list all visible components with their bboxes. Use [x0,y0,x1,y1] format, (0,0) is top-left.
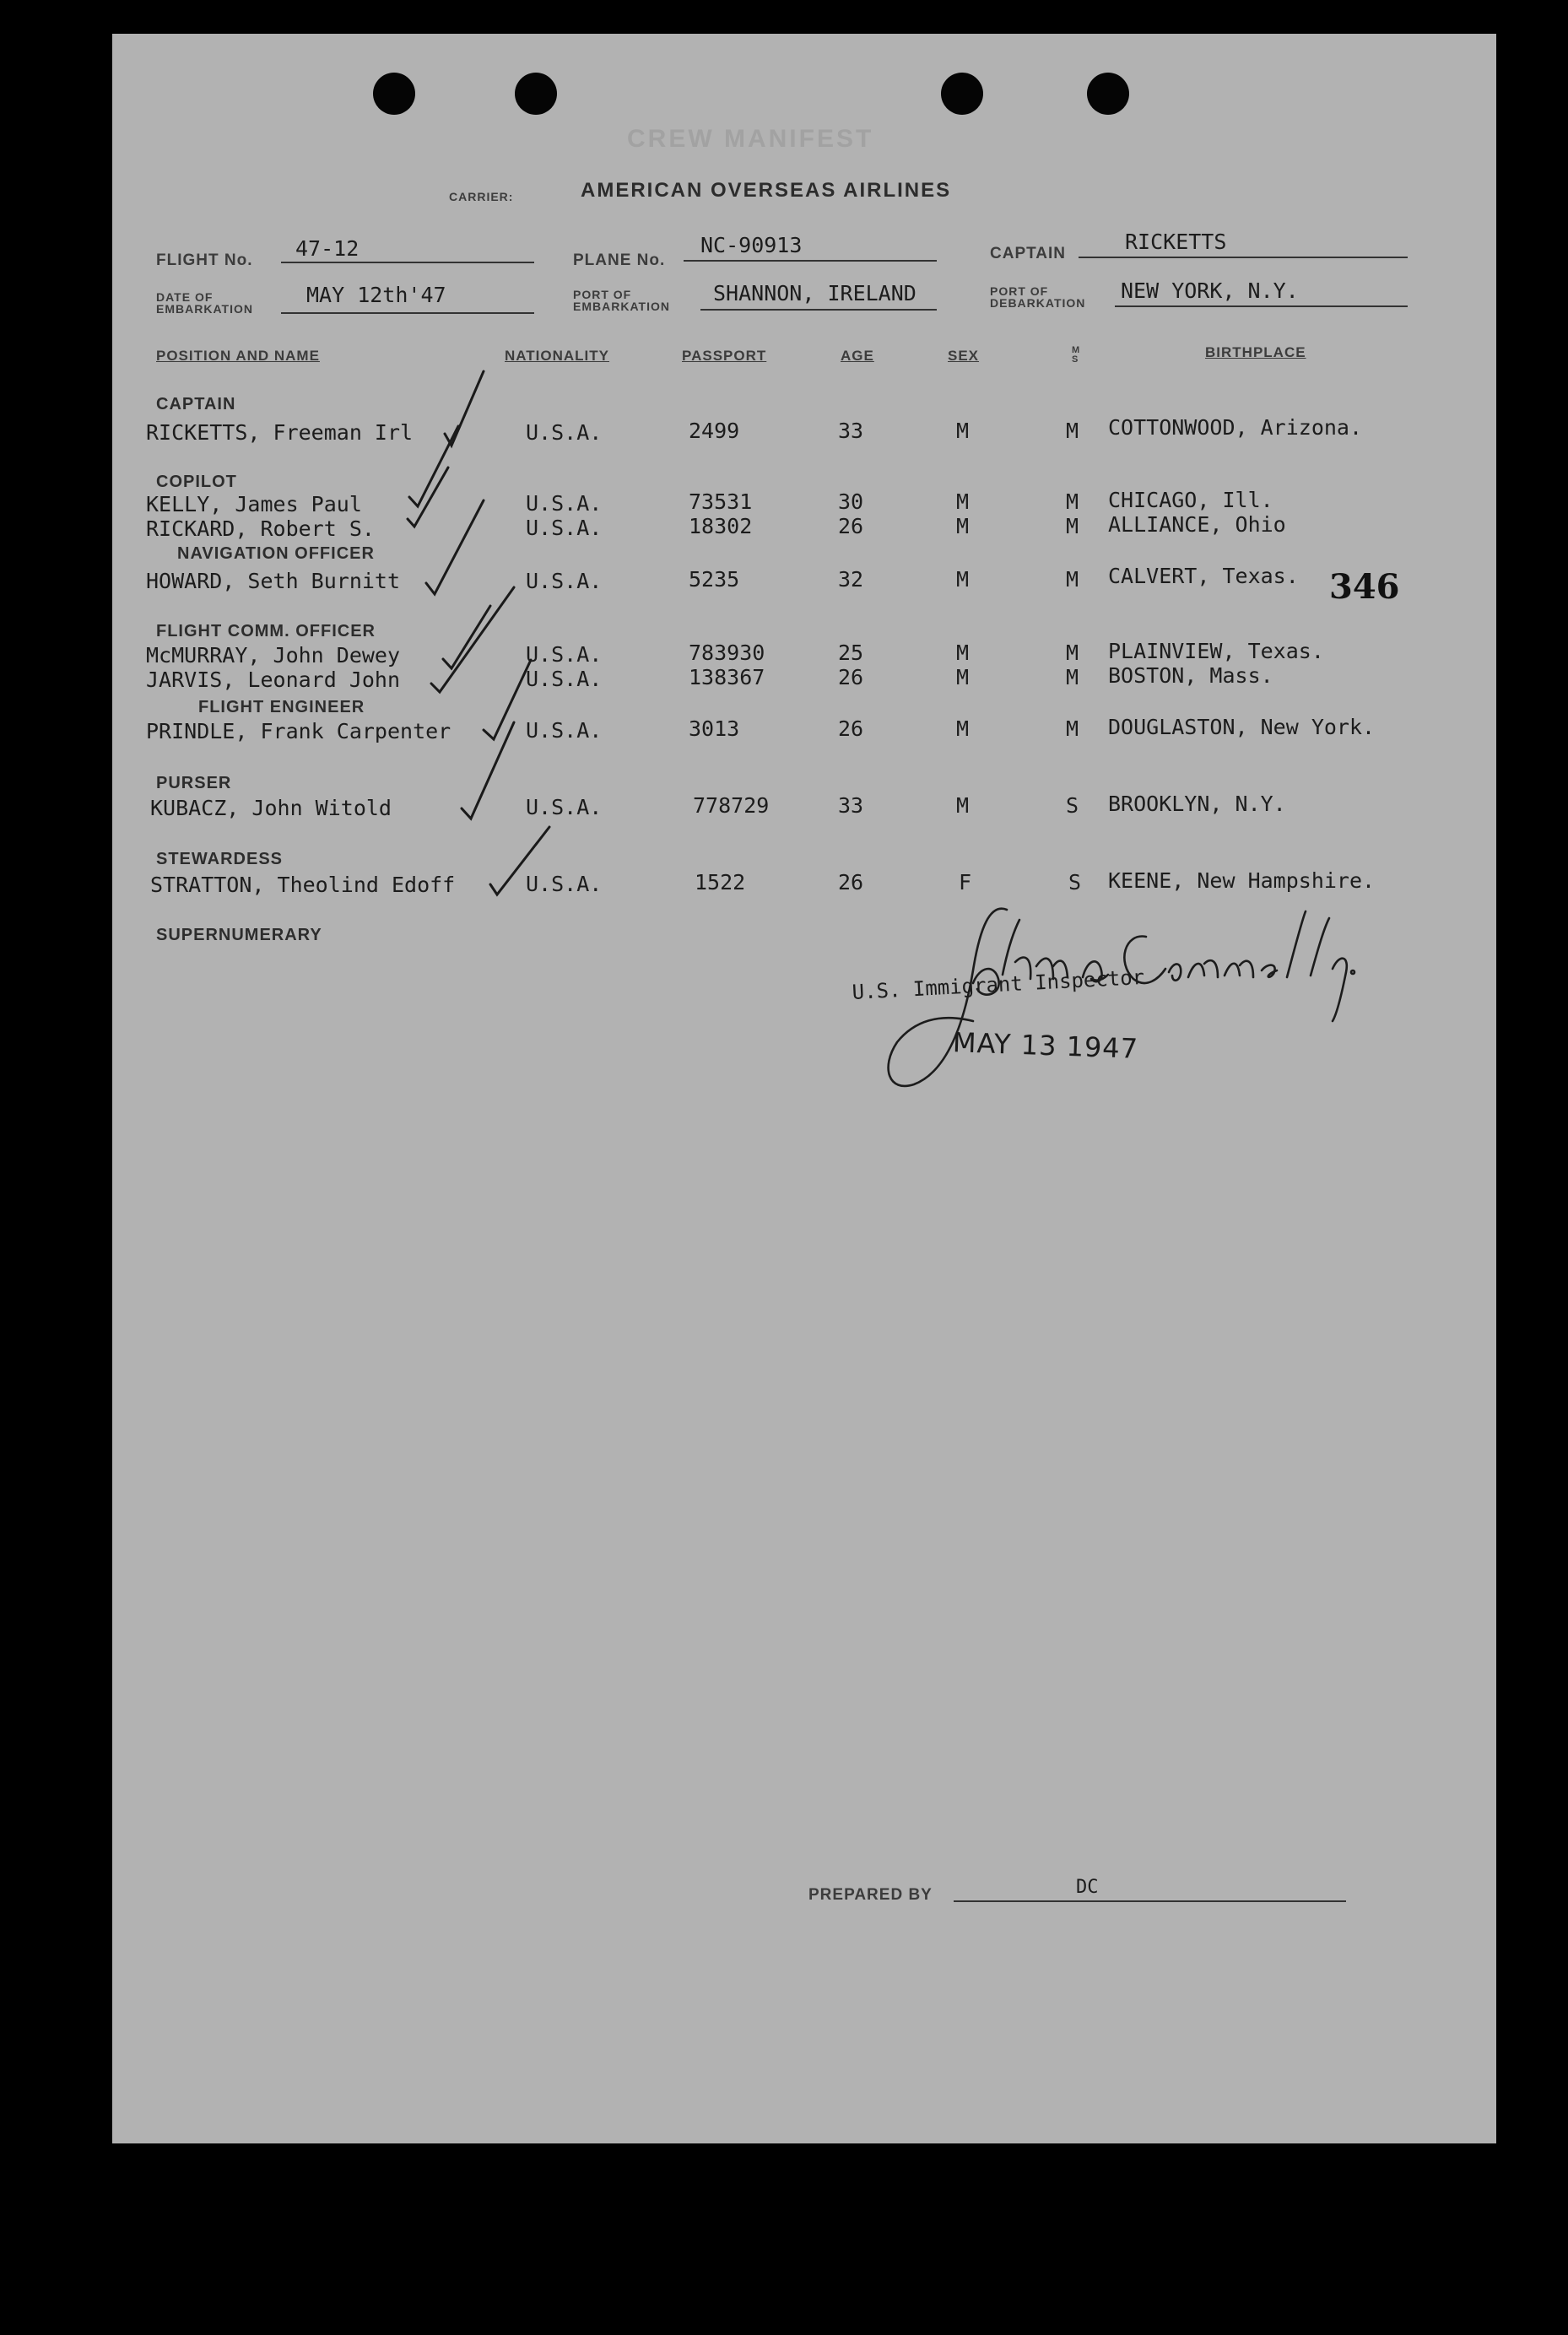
section-stewardess: STEWARDESS [156,850,284,868]
column-header-birthplace: BIRTHPLACE [1205,344,1306,360]
crew-name: KELLY, James Paul [146,492,362,516]
column-header-sex: SEX [948,348,980,364]
manifest-sheet [112,34,1496,2143]
crew-age: 33 [838,419,864,443]
port-debarkation-value: NEW YORK, N.Y. [1121,278,1299,303]
crew-birthplace: CHICAGO, Ill. [1108,488,1273,512]
plane-value: NC-90913 [700,233,803,257]
crew-sex: M [956,489,970,514]
crew-marital: M [1066,419,1079,443]
crew-birthplace: CALVERT, Texas. [1108,564,1299,588]
crew-marital: M [1066,665,1079,689]
crew-nationality: U.S.A. [526,667,603,691]
crew-birthplace: DOUGLASTON, New York. [1108,715,1376,739]
section-flight-comm: FLIGHT COMM. OFFICER [156,622,376,641]
section-supernumerary: SUPERNUMERARY [156,926,322,944]
crew-age: 26 [838,870,864,895]
crew-sex: M [956,665,970,689]
date-value: MAY 12th'47 [306,283,446,307]
section-purser: PURSER [156,774,232,792]
column-header-passport: PASSPORT [682,348,767,364]
port-embarkation-label-line2: EMBARKATION [573,300,670,313]
crew-name: JARVIS, Leonard John [146,668,401,692]
section-flight-engineer: FLIGHT ENGINEER [198,698,365,716]
crew-birthplace: COTTONWOOD, Arizona. [1108,415,1363,440]
crew-nationality: U.S.A. [526,642,603,667]
column-header-position: POSITION AND NAME [156,348,320,364]
crew-sex: M [956,419,970,443]
crew-birthplace: BOSTON, Mass. [1108,663,1273,688]
crew-name: KUBACZ, John Witold [150,796,392,820]
crew-sex: M [956,567,970,592]
section-captain: CAPTAIN [156,395,236,413]
prepared-by-label: PREPARED BY [808,1886,933,1904]
crew-birthplace: KEENE, New Hampshire. [1108,868,1376,893]
crew-nationality: U.S.A. [526,872,603,896]
crew-birthplace: PLAINVIEW, Texas. [1108,639,1324,663]
crew-passport: 18302 [689,514,753,538]
flight-value: 47-12 [295,236,360,261]
crew-birthplace: BROOKLYN, N.Y. [1108,792,1286,816]
crew-age: 26 [838,514,864,538]
crew-name: PRINDLE, Frank Carpenter [146,719,451,743]
crew-age: 32 [838,567,864,592]
crew-passport: 138367 [689,665,765,689]
crew-passport: 778729 [693,793,770,818]
inspector-label: U.S. Immigrant Inspector [852,965,1145,1004]
crew-name: RICKETTS, Freeman Irl [146,420,414,445]
crew-nationality: U.S.A. [526,569,603,593]
crew-name: HOWARD, Seth Burnitt [146,569,401,593]
crew-birthplace: ALLIANCE, Ohio [1108,512,1286,537]
crew-nationality: U.S.A. [526,795,603,819]
crew-marital: S [1068,870,1082,895]
crew-passport: 1522 [695,870,746,895]
carrier-label: CARRIER: [449,190,514,203]
column-header-nationality: NATIONALITY [505,348,610,364]
check-marks [112,34,703,962]
crew-passport: 3013 [689,716,740,741]
port-debarkation-label-line1: PORT OF [990,284,1049,298]
plane-label: PLANE No. [573,251,666,269]
crew-passport: 73531 [689,489,753,514]
port-embarkation-value: SHANNON, IRELAND [713,281,916,305]
crew-sex: M [956,793,970,818]
prepared-by-value: DC [1076,1877,1099,1898]
column-header-marital: M S [1072,345,1080,365]
port-debarkation-label-line2: DEBARKATION [990,296,1086,310]
captain-value: RICKETTS [1125,230,1227,254]
crew-marital: S [1066,793,1079,818]
crew-sex: M [956,641,970,665]
crew-age: 30 [838,489,864,514]
date-label-line1: DATE OF [156,290,214,304]
crew-sex: M [956,716,970,741]
crew-age: 33 [838,793,864,818]
section-copilot: COPILOT [156,473,237,491]
crew-sex: M [956,514,970,538]
captain-label: CAPTAIN [990,245,1067,262]
crew-name: STRATTON, Theolind Edoff [150,873,456,897]
crew-nationality: U.S.A. [526,491,603,516]
date-label-line2: EMBARKATION [156,302,253,316]
crew-passport: 783930 [689,641,765,665]
punch-hole [1087,73,1129,115]
crew-passport: 5235 [689,567,740,592]
crew-marital: M [1066,641,1079,665]
carrier-value: AMERICAN OVERSEAS AIRLINES [581,179,952,202]
signature-scribble [762,895,1437,1114]
crew-marital: M [1066,567,1079,592]
crew-marital: M [1066,716,1079,741]
crew-marital: M [1066,514,1079,538]
crew-nationality: U.S.A. [526,420,603,445]
section-navigation: NAVIGATION OFFICER [177,544,375,563]
flight-label: FLIGHT No. [156,251,253,269]
crew-passport: 2499 [689,419,740,443]
crew-marital: M [1066,489,1079,514]
page-number: 346 [1329,567,1400,607]
crew-age: 25 [838,641,864,665]
crew-name: McMURRAY, John Dewey [146,643,401,668]
crew-name: RICKARD, Robert S. [146,516,375,541]
date-stamp: MAY 13 1947 [952,1026,1139,1065]
crew-age: 26 [838,716,864,741]
column-header-age: AGE [841,348,874,364]
port-embarkation-label-line1: PORT OF [573,288,632,301]
crew-nationality: U.S.A. [526,718,603,743]
crew-age: 26 [838,665,864,689]
punch-hole [941,73,983,115]
form-title: CREW MANIFEST [627,125,874,153]
port-debarkation-label [990,285,1085,309]
crew-nationality: U.S.A. [526,516,603,540]
crew-sex: F [959,870,972,895]
